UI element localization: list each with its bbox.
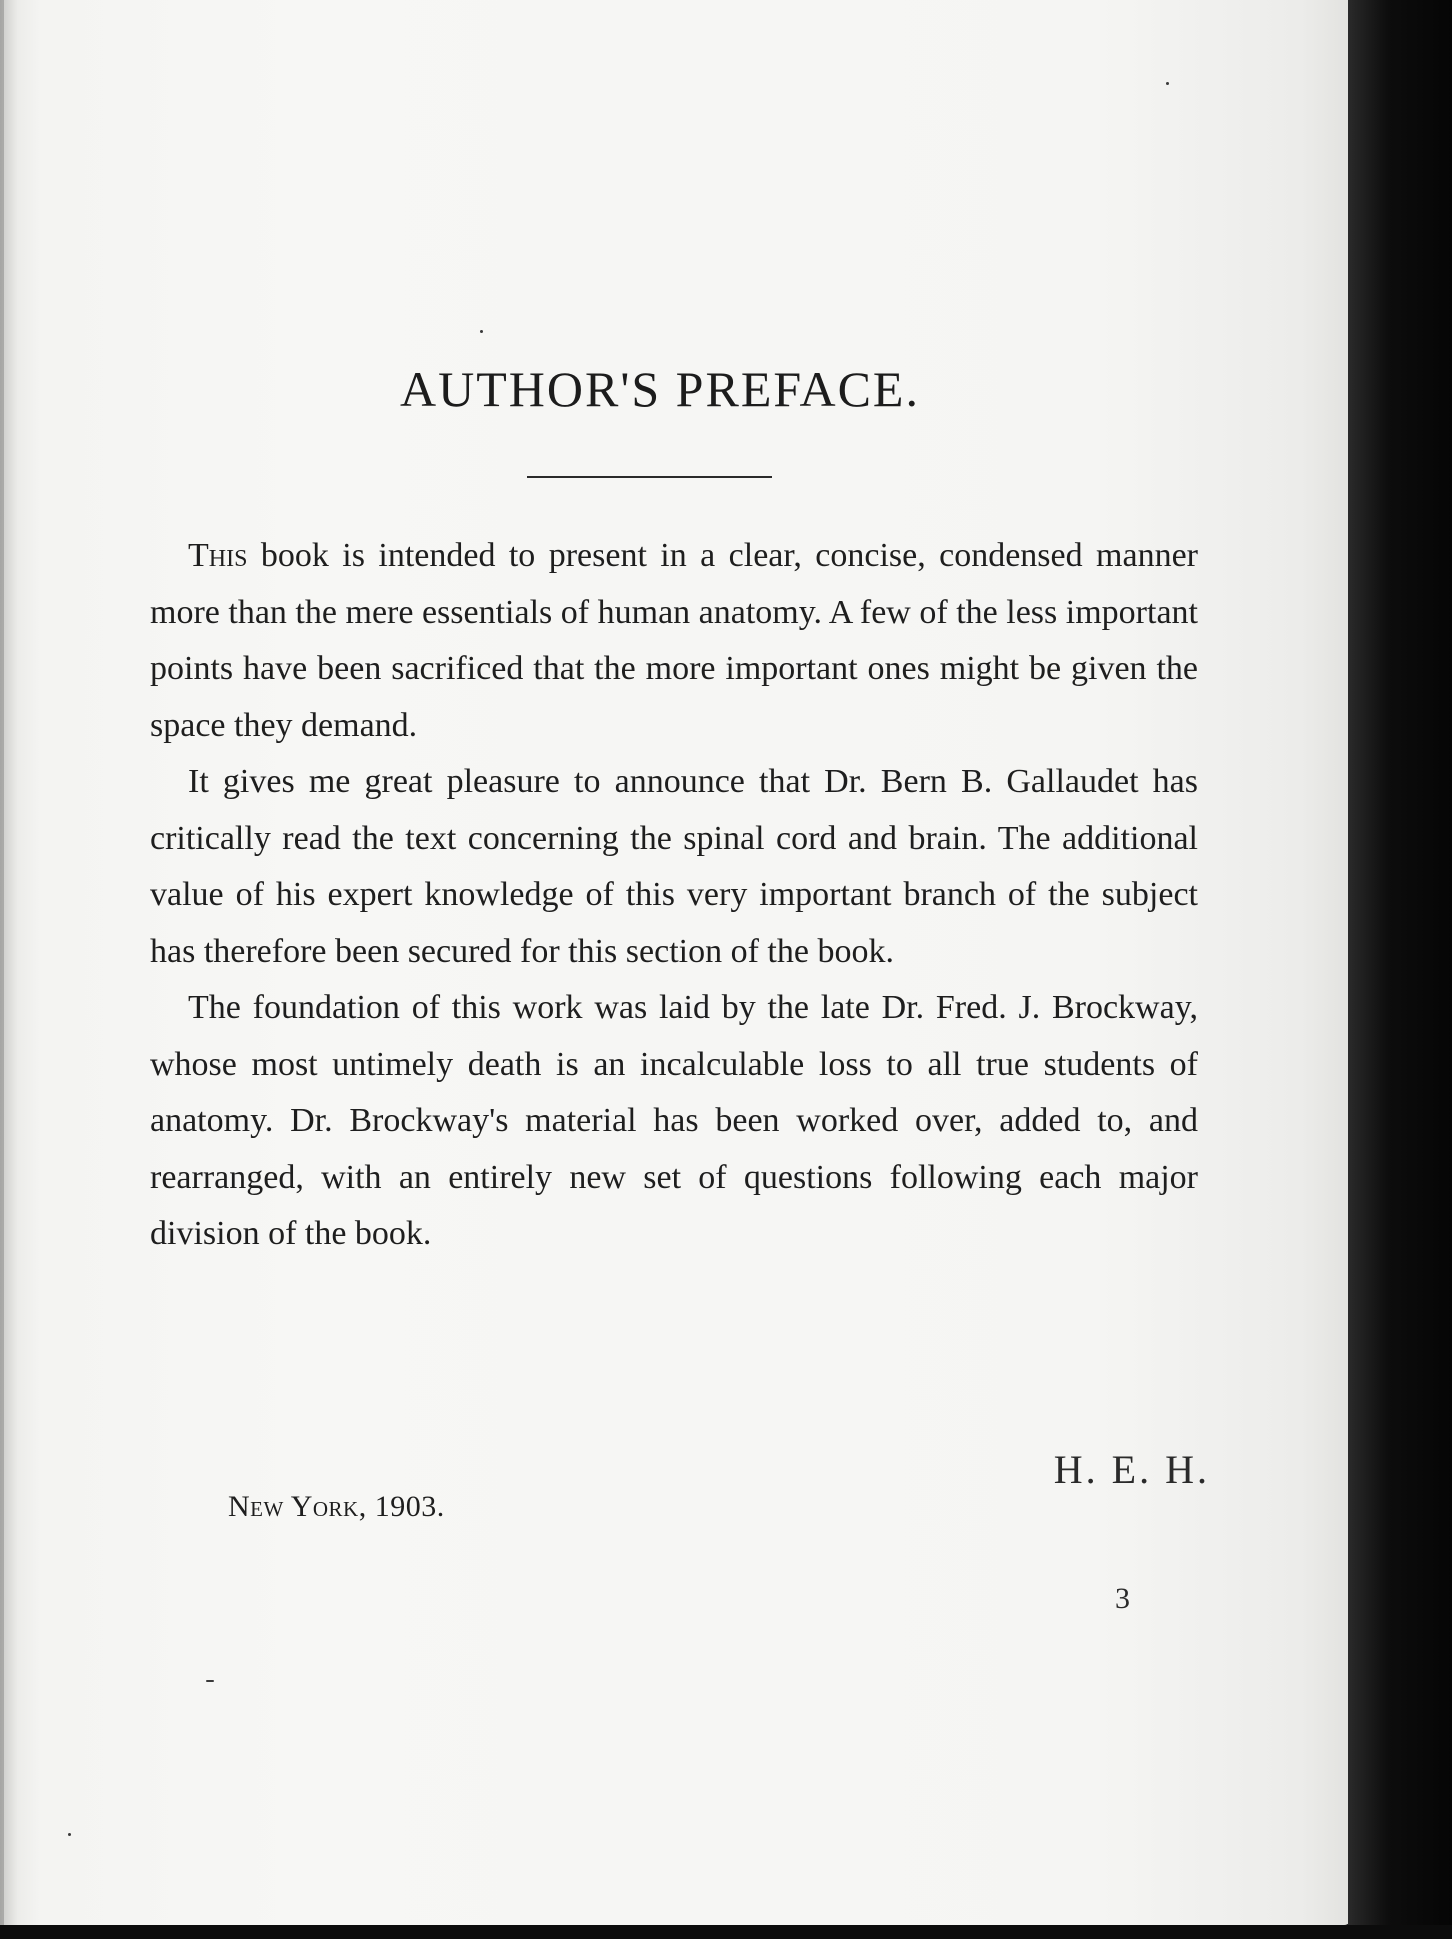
preface-body [150, 528, 1198, 1263]
page-number: 3 [1115, 1582, 1130, 1615]
speck-mark [68, 1833, 71, 1836]
paragraph-1-text: book is intended to present in a clear, concise, condensed manner more than the mere essentials of human anatomy. A few of the less important points have been sacrificed that the more important ones might be given the space they demand. [150, 537, 1198, 744]
page-title: AUTHOR'S PREFACE. [400, 361, 920, 417]
author-initials: H. E. H. [1053, 1447, 1210, 1492]
paragraph-2: It gives me great pleasure to announce that Dr. Bern B. Gallaudet has critically read the text concerning the spinal cord and brain. The additional value of his expert knowledge of this very important branch of the subject has therefore been secured for this section of the book. [150, 763, 1198, 970]
paragraph-3: The foundation of this work was laid by the late Dr. Fred. J. Brockway, whose most untimely death is an incalculable loss to all true students of anatomy. Dr. Brockway's material has been worked over, added to, and rearranged, with an entirely new set of questions following each major division of the book. [150, 989, 1198, 1252]
paragraph-1-lead: This [188, 537, 248, 574]
title-rule [527, 476, 772, 478]
fold-shadow [0, 0, 18, 1925]
place-and-date: New York, 1903. [228, 1490, 445, 1523]
speck-mark [206, 1680, 214, 1682]
page-edge-shadow [1348, 0, 1452, 1939]
bottom-edge-shadow [0, 1925, 1452, 1939]
speck-mark [1166, 82, 1169, 85]
speck-mark [480, 330, 483, 333]
paragraph-1 [150, 528, 1198, 754]
